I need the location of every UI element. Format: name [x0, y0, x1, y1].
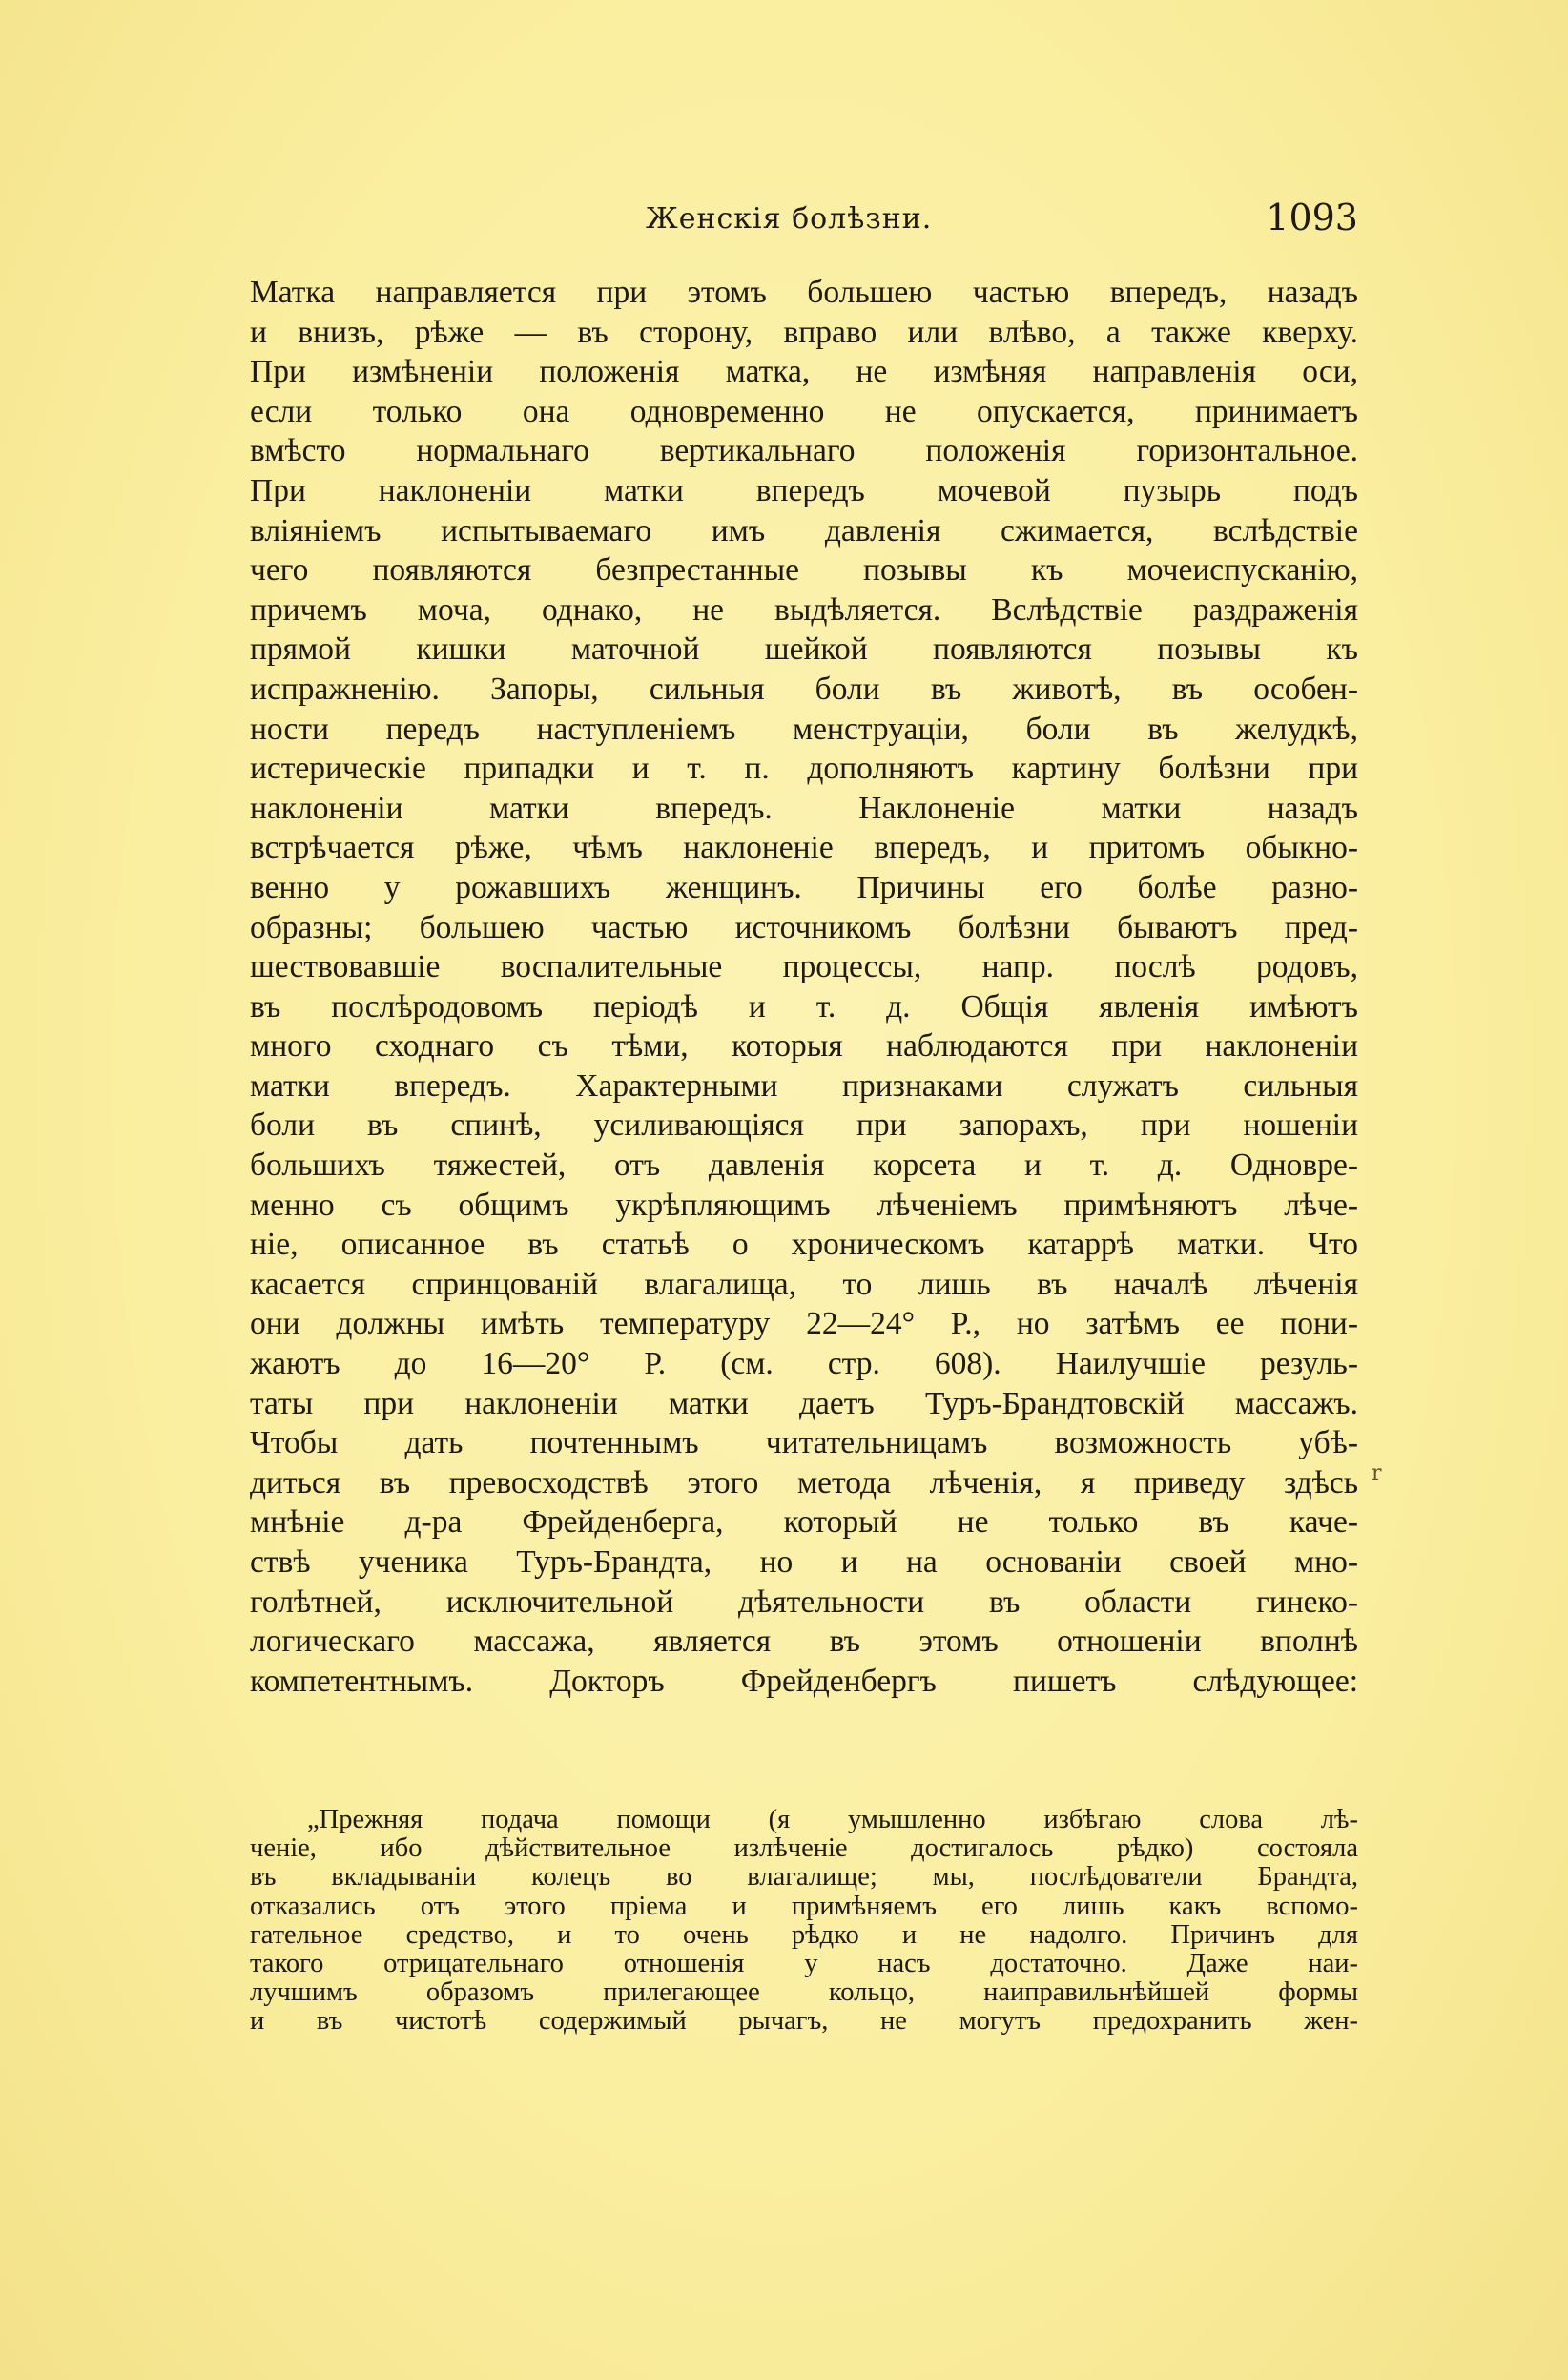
text-line: ніе, описанное въ статьѣ о хроническомъ катаррѣ матки. Что — [250, 1227, 1358, 1263]
text-line: истерическіе припадки и т. п. дополняютъ картину болѣзни при — [250, 751, 1358, 787]
quote-line: ченіе, ибо дѣйствительное излѣченіе достигалось рѣдко) состояла — [250, 1834, 1358, 1864]
text-line: прямой кишки маточной шейкой появляются позывы къ — [250, 631, 1358, 668]
quote-line: лучшимъ образомъ прилегающее кольцо, наиправильнѣйшей формы — [250, 1978, 1358, 2008]
quote-line: „Прежняя подача помощи (я умышленно избѣгаю слова лѣ- — [307, 1806, 1358, 1834]
text-line: ности передъ наступленіемъ менструаціи, боли въ желудкѣ, — [250, 711, 1358, 747]
text-line: голѣтней, исключительной дѣятельности въ области гинеко- — [250, 1583, 1358, 1620]
quote-line: гательное средство, и то очень рѣдко и не надолго. Причинъ для — [250, 1920, 1358, 1950]
text-line: они должны имѣть температуру 22—24° Р., но затѣмъ ее пони- — [250, 1306, 1358, 1342]
text-line: и внизъ, рѣже — въ сторону, вправо или влѣво, а также кверху. — [250, 314, 1358, 350]
block-quote — [250, 1806, 1358, 2037]
quote-line: отказались отъ этого пріема и примѣняемъ его лишь какъ вспомо- — [250, 1892, 1358, 1921]
quote-line: въ вкладываніи колецъ во влагалище; мы, послѣдователи Брандта, — [250, 1863, 1358, 1893]
text-line: встрѣчается рѣже, чѣмъ наклоненіе впередъ, и притомъ обыкно- — [250, 830, 1358, 866]
text-line: При измѣненіи положенія матка, не измѣняя направленія оси, — [250, 354, 1358, 390]
text-line: вмѣсто нормальнаго вертикальнаго положенія горизонтальное. — [250, 433, 1358, 469]
text-line: причемъ моча, однако, не выдѣляется. Вслѣдствіе раздраженія — [250, 591, 1358, 628]
text-line: въ послѣродовомъ періодѣ и т. д. Общія явленія имѣютъ — [250, 988, 1358, 1024]
text-line: Чтобы дать почтеннымъ читательницамъ возможность убѣ- — [250, 1425, 1358, 1461]
text-line: таты при наклоненіи матки даетъ Туръ-Брандтовскій массажъ. — [250, 1385, 1358, 1421]
text-line: Матка направляется при этомъ большею частью впередъ, назадъ — [250, 275, 1358, 310]
text-line: боли въ спинѣ, усиливающіяся при запорахъ, при ношеніи — [250, 1107, 1358, 1144]
text-line: наклоненіи матки впередъ. Наклоненіе матки назадъ — [250, 790, 1358, 826]
main-text — [250, 273, 1358, 1701]
text-line: логическаго массажа, является въ этомъ отношеніи вполнѣ — [250, 1624, 1358, 1660]
page-header — [250, 191, 1358, 248]
text-line: испражненію. Запоры, сильныя боли въ животѣ, въ особен- — [250, 671, 1358, 707]
text-line: ствѣ ученика Туръ-Брандта, но и на основаніи своей мно- — [250, 1544, 1358, 1580]
text-line: менно съ общимъ укрѣпляющимъ лѣченіемъ примѣняютъ лѣче- — [250, 1187, 1358, 1223]
text-line: матки впередъ. Характерными признаками служатъ сильныя — [250, 1067, 1358, 1104]
margin-mark: r — [1372, 1461, 1382, 1485]
quote-line: и въ чистотѣ содержимый рычагъ, не могутъ предохранить жен- — [250, 2007, 1358, 2037]
text-line: вліяніемъ испытываемаго имъ давленія сжимается, вслѣдствіе — [250, 512, 1358, 548]
text-line: При наклоненіи матки впередъ мочевой пузырь подъ — [250, 472, 1358, 508]
text-line: мнѣніе д-ра Фрейденберга, который не только въ каче- — [250, 1504, 1358, 1541]
text-line: много сходнаго съ тѣми, которыя наблюдаются при наклоненіи — [250, 1028, 1358, 1065]
text-line: шествовавшіе воспалительные процессы, напр. послѣ родовъ, — [250, 949, 1358, 985]
page-number: 1093 — [1266, 197, 1358, 238]
quote-line: такого отрицательнаго отношенія у насъ достаточно. Даже наи- — [250, 1949, 1358, 1978]
text-line: венно у рожавшихъ женщинъ. Причины его болѣе разно- — [250, 869, 1358, 905]
text-line: если только она одновременно не опускается, принимаетъ — [250, 393, 1358, 429]
running-title: Женскія болѣзни. — [646, 202, 933, 236]
text-line: касается спринцованій влагалища, то лишь въ началѣ лѣченія — [250, 1266, 1358, 1302]
text-line: чего появляются безпрестанные позывы къ мочеиспусканію, — [250, 552, 1358, 589]
text-line: диться въ превосходствѣ этого метода лѣченія, я приведу здѣсь — [250, 1464, 1358, 1500]
text-line: компетентнымъ. Докторъ Фрейденбергъ пишетъ слѣдующее: — [250, 1663, 1358, 1699]
text-line: большихъ тяжестей, отъ давленія корсета и т. д. Одновре- — [250, 1148, 1358, 1184]
text-line: жаютъ до 16—20° Р. (см. стр. 608). Наилучшіе резуль- — [250, 1346, 1358, 1382]
text-line: образны; большею частью источникомъ болѣзни бываютъ пред- — [250, 909, 1358, 945]
